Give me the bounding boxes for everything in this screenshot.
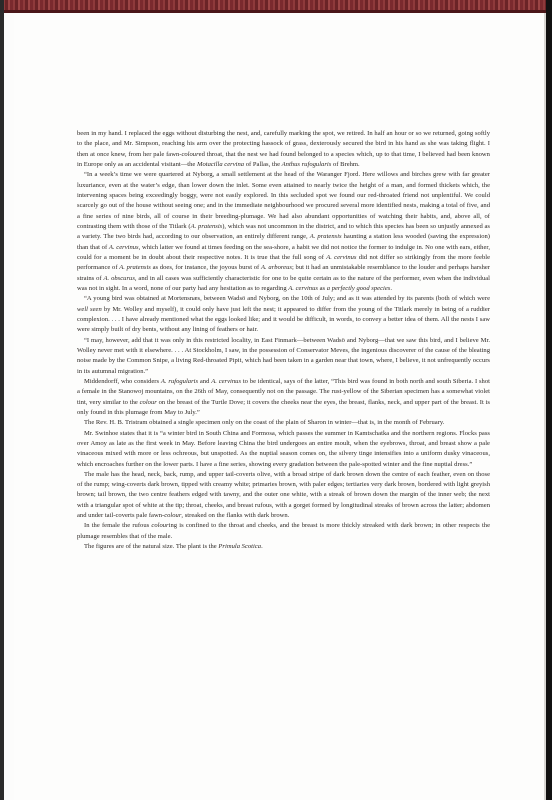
paragraph: “A young bird was obtained at Mortensnæs, between Wadsö and Nyborg, on the 10th of July; and as it was attended by its parents (both of which were well seen by Mr. Wolley and myself), it could only have just left the nest; it appeared to differ from the young of the Titlark merely in being of a ruddier complexion. . . . I have already mentioned what the eggs looked like; and it would be difficult, in words, to convey a better idea of them. All the nests I saw were simply built of dry bents, without any lining of feathers or hair. — [77, 295, 490, 334]
paragraph: “In a week’s time we were quartered at Nyborg, a small settlement at the head of the Waranger Fjord. Here willows and birches grew with far greater luxuriance, even at the water’s edge, than lower down the inlet. Some even attained to nearly twice the height of a man, and formed thickets which, the intervening spaces being exceedingly boggy, were not easily explored. In this secluded spot we found our red-throated friend not unplentiful. We could scarcely go out of the house without seeing one; and in the immediate neighbourhood we procured several more identified nests, making a total of five, and a fine series of nine birds, all of course in their breeding-plumage. We had also abundant opportunities of watching their habits, and, above all, of contrasting them with those of the Titlark (A. pratensis), which was not uncommon in the district, and to which this species has been so unjustly annexed as a variety. The two birds had, according to our observation, an entirely different range, A. pratensis haunting a station less wooded (saving the expression) than that of A. cervinus, which latter we found at times feeding on the sea-shore, a habit we did not notice the former to indulge in. No one with ears, either, could for a moment be in doubt about their respective notes. It is true that the full song of A. cervinus did not differ so strikingly from the more feeble performance of A. pratensis as does, for instance, the joyous burst of A. arboreus; but it had an unmistakable resemblance to the louder and perhaps harsher strains of A. obscurus, and in all cases was sufficiently characteristic for one to be quite certain as to the nature of the performer, even when the individual was not in sight. In a word, none of our party had any hesitation as to regarding A. cervinus as a perfectly good species. — [77, 171, 491, 292]
page-edge-right — [546, 0, 552, 800]
paragraph: been in my hand. I replaced the eggs without disturbing the nest, and, carefully marking the spot, we retired. In half an hour or so we returned, going softly to the place, and Mr. Simpson, reaching his arm over the protecting hassock of grass, dexterously secured the bird in his hand as she was taking flight. I then at once knew, from her pale fawn-coloured throat, that the nest we had found belonged to a species which, up to that time, I believed had been known in Europe only as an accidental visitant—the Motacilla cervina of Pallas, the Anthus rufogularis of Brehm. — [77, 130, 490, 168]
paragraph: Mr. Swinhoe states that it is “a winter bird in South China and Formosa, which passes the summer in Kamtschatka and the northern regions. Flocks pass over Amoy as late as the first week in May. Before leaving China the bird undergoes an entire moult, when the eyebrows, throat, and breast show a pale vinaceous mixed with more or less ochreous, but unspotted. As the nuptial season comes on, the silvery tinge intensifies into a uniform dusky vinaceous, which encroaches further on the lower parts. I have a fine series, showing every gradation between the pale-spotted winter and the fine nuptial dress.” — [77, 429, 490, 468]
paragraph: In the female the rufous colouring is confined to the throat and cheeks, and the breast is more thickly streaked with dark brown; in other respects the plumage resembles that of the male. — [77, 522, 491, 540]
paragraph: The figures are of the natural size. The plant is the Primula Scotica. — [84, 543, 263, 551]
page-edge-top — [0, 0, 552, 13]
page-edge-left — [0, 0, 4, 800]
body-text — [77, 129, 490, 552]
paragraph: Middendorff, who considers A. rufogularis and A. cervinus to be identical, says of the latter, “This bird was found in both north and south Siberia. I shot a female in the Stanowoj mountains, on the 26th of May, consequently not on the passage. The rust-yellow of the Siberian specimen has a somewhat violet tint, very similar to the colour on the breast of the Turtle Dove; it covers the cheeks near the eyes, the breast, flanks, neck, and upper part of the breast. It is only found in this plumage from May to July.” — [77, 377, 491, 416]
paragraph: The Rev. H. B. Tristram obtained a single specimen only on the coast of the plain of Sharon in winter—that is, in the month of February. — [84, 419, 445, 427]
paragraph: “I may, however, add that it was only in this restricted locality, in East Finmark—between Wadsö and Nyborg—that we saw this bird, and I believe Mr. Wolley never met with it elsewhere. . . . At Stockholm, I saw, in the possession of Conservator Meves, the ingenious discoverer of the cause of the bleating noise made by the Common Snipe, a living Red-throated Pipit, which had been taken in a garden near that town, where, I believe, it not unfrequently occurs in its autumnal migration.” — [77, 336, 490, 375]
paragraph: The male has the head, neck, back, rump, and upper tail-coverts olive, with a broad stripe of dark brown down the centre of each feather, even on those of the rump; wing-coverts dark brown, tipped with creamy white; primaries brown, with paler edges; tertiaries very dark brown, bordered with light greyish brown; tail brown, the two centre feathers edged with tawny, and the outer one white, with a streak of brown down the margin of the inner web; the next with a triangular spot of white at the tip; throat, cheeks, and breast rufous, with a gorget formed by longitudinal streaks of brown across the latter; abdomen and under tail-coverts pale fawn-colour, streaked on the flanks with dark brown. — [77, 470, 490, 520]
